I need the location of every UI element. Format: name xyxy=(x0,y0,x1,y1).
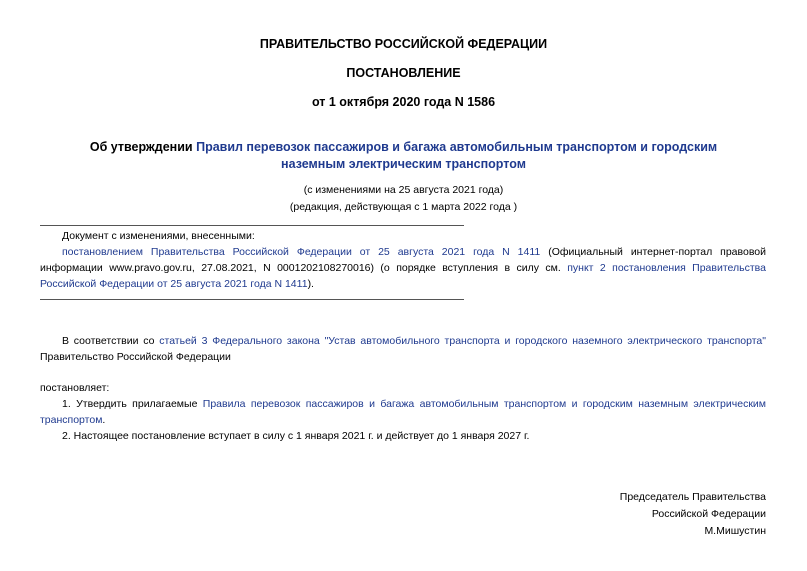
signature-position: Председатель Правительства xyxy=(619,491,766,503)
document-title-line1 xyxy=(0,139,807,156)
signature-country: Российской Федерации xyxy=(651,508,766,520)
title-link-part2[interactable]: наземным электрическим транспортом xyxy=(281,157,526,171)
federal-law-link[interactable]: статьей 3 Федерального закона "Устав автомобильного транспорта и городского наземного электрического транспорта" xyxy=(159,335,766,347)
signature-block xyxy=(620,489,766,540)
changes-intro: Документ с изменениями, внесенными: xyxy=(62,230,255,242)
document-date-number: от 1 октября 2020 года N 1586 xyxy=(311,95,496,109)
preamble-prefix: В соответствии со xyxy=(62,335,160,347)
amendment-source-text: (Официальный интернет-портал правовой информации www.pravo.gov.ru, 27.08.2021, N 0001202108270016) (о порядке вступления в силу см. xyxy=(40,246,766,274)
item-1 xyxy=(40,396,766,428)
rules-link[interactable]: Правила перевозок пассажиров и багажа автомобильным транспортом и городским наземным электрическим транспортом xyxy=(40,398,766,426)
amendment-closing-text: ). xyxy=(307,278,314,290)
document-title xyxy=(0,139,807,173)
amendment-link[interactable]: постановлением Правительства Российской Федерации от 25 августа 2021 года N 1411 xyxy=(62,246,541,258)
government-heading: ПРАВИТЕЛЬСТВО РОССИЙСКОЙ ФЕДЕРАЦИИ xyxy=(259,37,548,51)
document-type-heading: ПОСТАНОВЛЕНИЕ xyxy=(346,66,461,80)
preamble-paragraph xyxy=(40,333,766,365)
signature-name: М.Мишустин xyxy=(704,525,766,537)
item-2: 2. Настоящее постановление вступает в силу с 1 января 2021 г. и действует до 1 января 2027 г. xyxy=(62,430,530,442)
item-1-suffix: . xyxy=(102,414,106,426)
item-1-prefix: 1. Утвердить прилагаемые xyxy=(62,398,203,410)
separator-top xyxy=(40,225,464,226)
changes-paragraph xyxy=(40,244,766,292)
edition-note: (редакция, действующая с 1 марта 2022 года ) xyxy=(289,201,518,213)
resolves-text: постановляет: xyxy=(40,382,110,394)
entry-into-force-link[interactable]: пункт 2 постановления Правительства Российской Федерации от 25 августа 2021 года N 1411 xyxy=(40,262,766,290)
title-prefix: Об утверждении xyxy=(89,140,197,154)
amendments-note: (с изменениями на 25 августа 2021 года) xyxy=(303,184,504,196)
separator-bottom xyxy=(40,299,464,300)
preamble-suffix: Правительство Российской Федерации xyxy=(40,351,231,363)
title-link-part1[interactable]: Правил перевозок пассажиров и багажа автомобильным транспортом и городским xyxy=(196,140,718,154)
